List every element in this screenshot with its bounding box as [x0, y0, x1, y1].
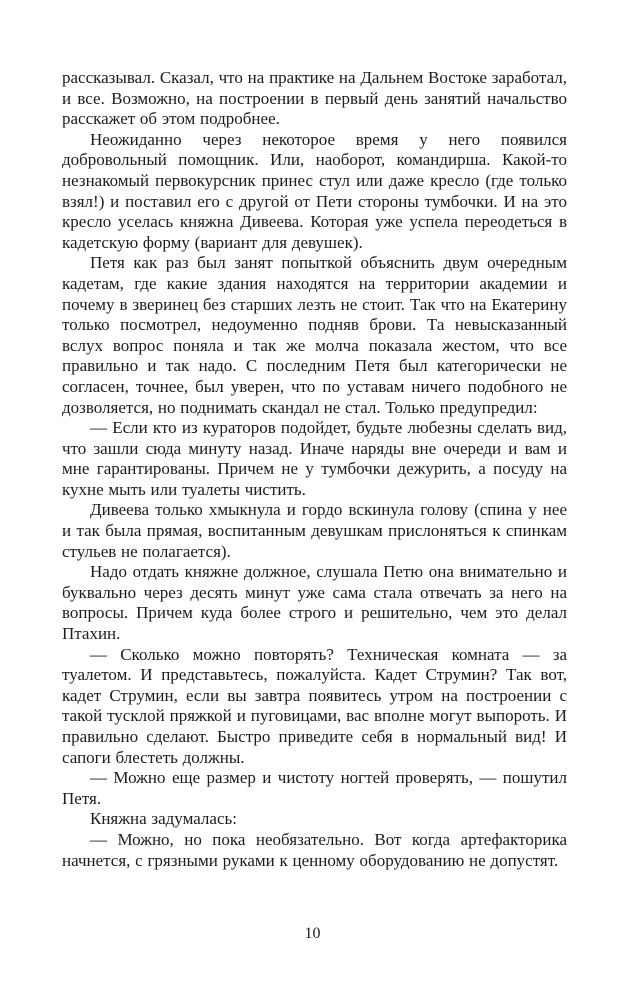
paragraph-dialogue: — Можно еще размер и чистоту ногтей проверять, — пошутил Петя. — [62, 768, 567, 808]
paragraph: Дивеева только хмыкнула и гордо вскинула голову (спина у нее и так была прямая, воспитанным девушкам прислоняться к спинкам стульев не полагается). — [62, 500, 567, 561]
paragraph: рассказывал. Сказал, что на практике на Дальнем Востоке заработал, и все. Возможно, на построении в первый день занятий начальство расскажет об этом подробнее. — [62, 68, 567, 129]
paragraph: Неожиданно через некоторое время у него появился добровольный помощник. Или, наоборот, командирша. Какой-то незнакомый первокурсник принес стул или даже кресло (где только взял!) и поставил его с другой от Пети стороны тумбочки. И на это кресло уселась княжна Дивеева. Которая уже успела переодеться в кадетскую форму (вариант для девушек). — [62, 129, 567, 252]
paragraph: Княжна задумалась: — [90, 809, 237, 829]
paragraph: Надо отдать княжне должное, слушала Петю она внимательно и буквально через десять минут уже сама стала отвечать за него на вопросы. Причем куда более строго и решительно, чем это делал Птахин. — [62, 562, 567, 644]
paragraph: Петя как раз был занят попыткой объяснить двум очередным кадетам, где какие здания находятся на территории академии и почему в зверинец без старших лезть не стоит. Так что на Екатерину только посмотрел, недоуменно подняв брови. Та невысказанный вслух вопрос поняла и так же молча показала жестом, что все правильно и так надо. С последним Петя был категорически не согласен, точнее, был уверен, что по уставам ничего подобного не дозволяется, но поднимать скандал не стал. Только предупредил: — [62, 253, 567, 417]
page-number: 10 — [304, 925, 321, 942]
paragraph-dialogue: — Сколько можно повторять? Техническая комната — за туалетом. И представьтесь, пожалуйста. Кадет Струмин? Так вот, кадет Струмин, если вы завтра появитесь утром на построении с такой тусклой пряжкой и пуговицами, вас вполне могут выпороть. И правильно сделают. Быстро приведите себя в нормальный вид! И сапоги блестеть должны. — [62, 644, 567, 767]
paragraph-dialogue: — Можно, но пока необязательно. Вот когда артефакторика начнется, с грязными руками к ценному оборудованию не допустят. — [62, 829, 567, 870]
paragraph-dialogue: — Если кто из кураторов подойдет, будьте любезны сделать вид, что зашли сюда минуту назад. Иначе наряды вне очереди и вам и мне гарантированы. Причем не у тумбочки дежурить, а посуду на кухне мыть или туалеты чистить. — [62, 418, 567, 499]
text-block — [62, 68, 567, 871]
